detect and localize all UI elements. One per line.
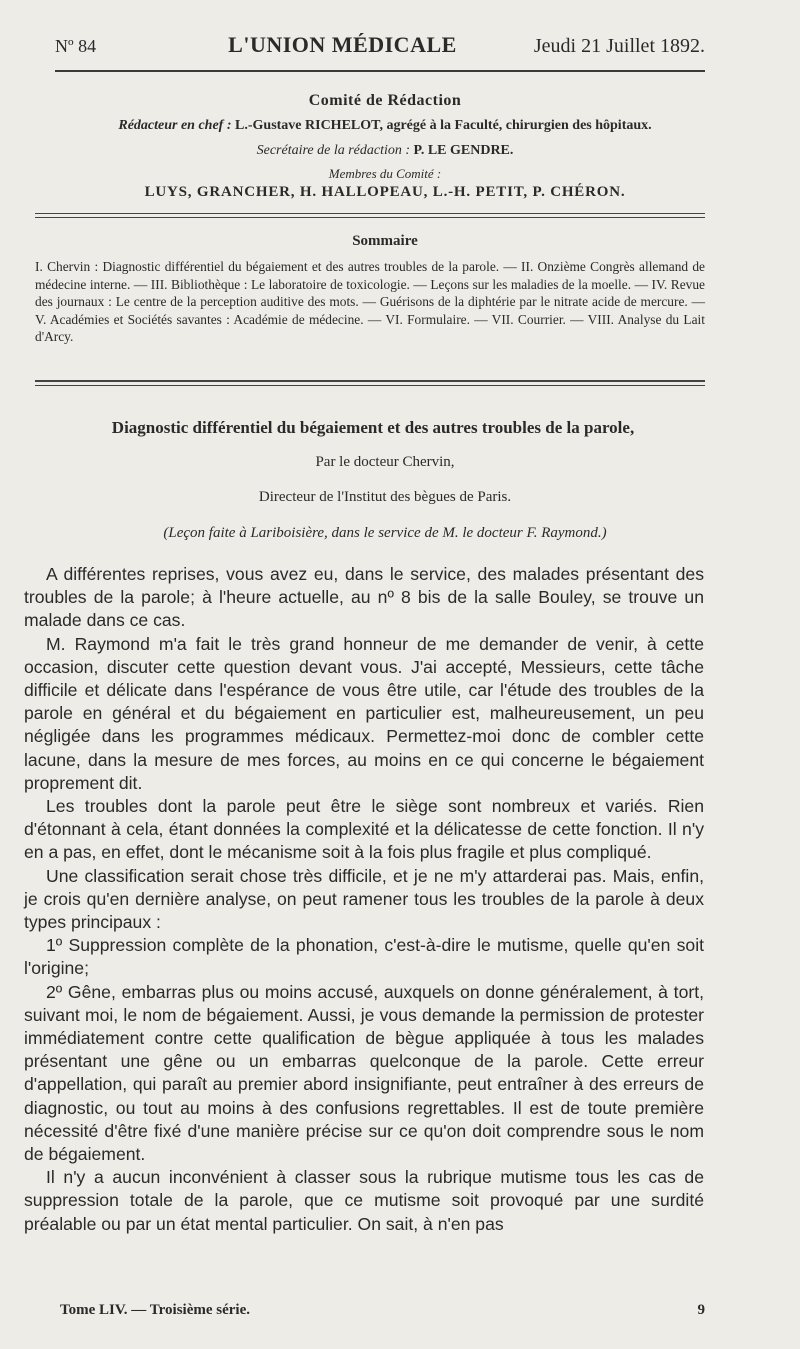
article-title: Diagnostic différentiel du bégaiement et des autres troubles de la parole,	[111, 418, 635, 437]
paragraph: A différentes reprises, vous avez eu, dans le service, des malades présentant des troubles de la parole; à l'heure actuelle, au nº 8 bis de la salle Bouley, se trouve un malade dans ce cas.	[24, 564, 704, 631]
article-byline: Par le docteur Chervin,	[315, 454, 455, 470]
paragraph: M. Raymond m'a fait le très grand honneur de me demander de venir, à cette occasion, discuter cette question devant vous. J'ai accepté, Messieurs, cette tâche difficile et délicate dans l'espérance de vous être utile, car l'étude des troubles de la parole en général et du bégaiement en particulier est, malheureusement, un peu négligée dans les programmes médicaux. Permettez-moi donc de combler cette lacune, dans la mesure de mes forces, au moins en ce qui concerne le bégaiement proprement dit.	[24, 633, 704, 793]
paragraph: Il n'y a aucun inconvénient à classer sous la rubrique mutisme tous les cas de suppression totale de la parole, que ce mutisme soit provoqué par une surdité préalable ou par un état mental particulier. On sait, à n'en pas	[24, 1167, 704, 1234]
editor-name: L.-Gustave RICHELOT, agrégé à la Faculté, chirurgien des hôpitaux.	[235, 118, 652, 133]
summary-rule-bottom	[35, 385, 705, 386]
tome-series: Tome LIV. — Troisième série.	[60, 1302, 250, 1318]
paragraph: 1º Suppression complète de la phonation, c'est-à-dire le mutisme, quelle qu'en soit l'origine;	[24, 935, 704, 979]
secretary-line	[35, 143, 735, 159]
summary-title: Sommaire	[352, 233, 418, 249]
header-rule	[55, 70, 705, 72]
journal-title: L'UNION MÉDICALE	[228, 32, 457, 57]
page-header	[55, 32, 705, 66]
members-label: Membres du Comité :	[328, 166, 442, 181]
article-author-role: Directeur de l'Institut des bègues de Paris.	[258, 489, 512, 505]
editor-label: Rédacteur en chef :	[118, 118, 232, 133]
paragraph: 2º Gêne, embarras plus ou moins accusé, auxquels on donne généralement, à tort, suivant moi, le nom de bégaiement. Aussi, je vous demande la permission de protester immédiatement contre cette qualification de bègue appliquée à tous les malades présentant une gêne ou un embarras quelconque de la parole. Cette erreur d'appellation, qui paraît au premier abord insignifiante, peut entraîner à des erreurs de diagnostic, ou tout au moins à des confusions regrettables. Il est de toute première nécessité d'être fixé d'une manière précise sur ce qu'on doit comprendre sous le nom de bégaiement.	[24, 981, 704, 1165]
issue-date: Jeudi 21 Juillet 1892.	[533, 35, 705, 57]
members-list: LUYS, GRANCHER, H. HALLOPEAU, L.-H. PETIT, P. CHÉRON.	[144, 184, 626, 200]
article-lecture-note: (Leçon faite à Lariboisière, dans le service de M. le docteur F. Raymond.)	[163, 525, 607, 541]
secretary-name: P. LE GENDRE.	[413, 143, 514, 158]
page-number: 9	[697, 1302, 705, 1318]
committee-rule-bottom	[35, 217, 705, 218]
committee-rule-top	[35, 213, 705, 214]
summary-text: I. Chervin : Diagnostic différentiel du bégaiement et des autres troubles de la parole. — II. Onzième Congrès allemand de médecine interne. — III. Bibliothèque : Le laboratoire de toxicologie. — Leçons sur les maladies de la moelle. — IV. Revue des journaux : Le centre de la perception auditive des mots. — Guérisons de la diphtérie par le nitrate acide de mercure. — V. Académies et Sociétés savantes : Académie de médecine. — VI. Formulaire. — VII. Courrier. — VIII. Analyse du Lait d'Arcy.	[35, 259, 705, 344]
committee-title: Comité de Rédaction	[308, 92, 462, 109]
editor-line	[35, 118, 735, 134]
article-body	[24, 563, 704, 1236]
summary-rule-top	[35, 380, 705, 382]
issue-number: Nº 84	[55, 36, 97, 56]
paragraph: Une classification serait chose très difficile, et je ne m'y attarderai pas. Mais, enfin, je crois qu'en dernière analyse, on peut ramener tous les troubles de la parole à deux types principaux :	[24, 865, 704, 933]
paragraph: Les troubles dont la parole peut être le siège sont nombreux et variés. Rien d'étonnant à cela, étant données la complexité et la délicatesse de cette fonction. Il n'y en a pas, en effet, dont le mécanisme soit à la fois plus fragile et plus compliqué.	[24, 796, 704, 863]
page-footer	[60, 1302, 705, 1319]
secretary-label: Secrétaire de la rédaction :	[256, 143, 411, 158]
